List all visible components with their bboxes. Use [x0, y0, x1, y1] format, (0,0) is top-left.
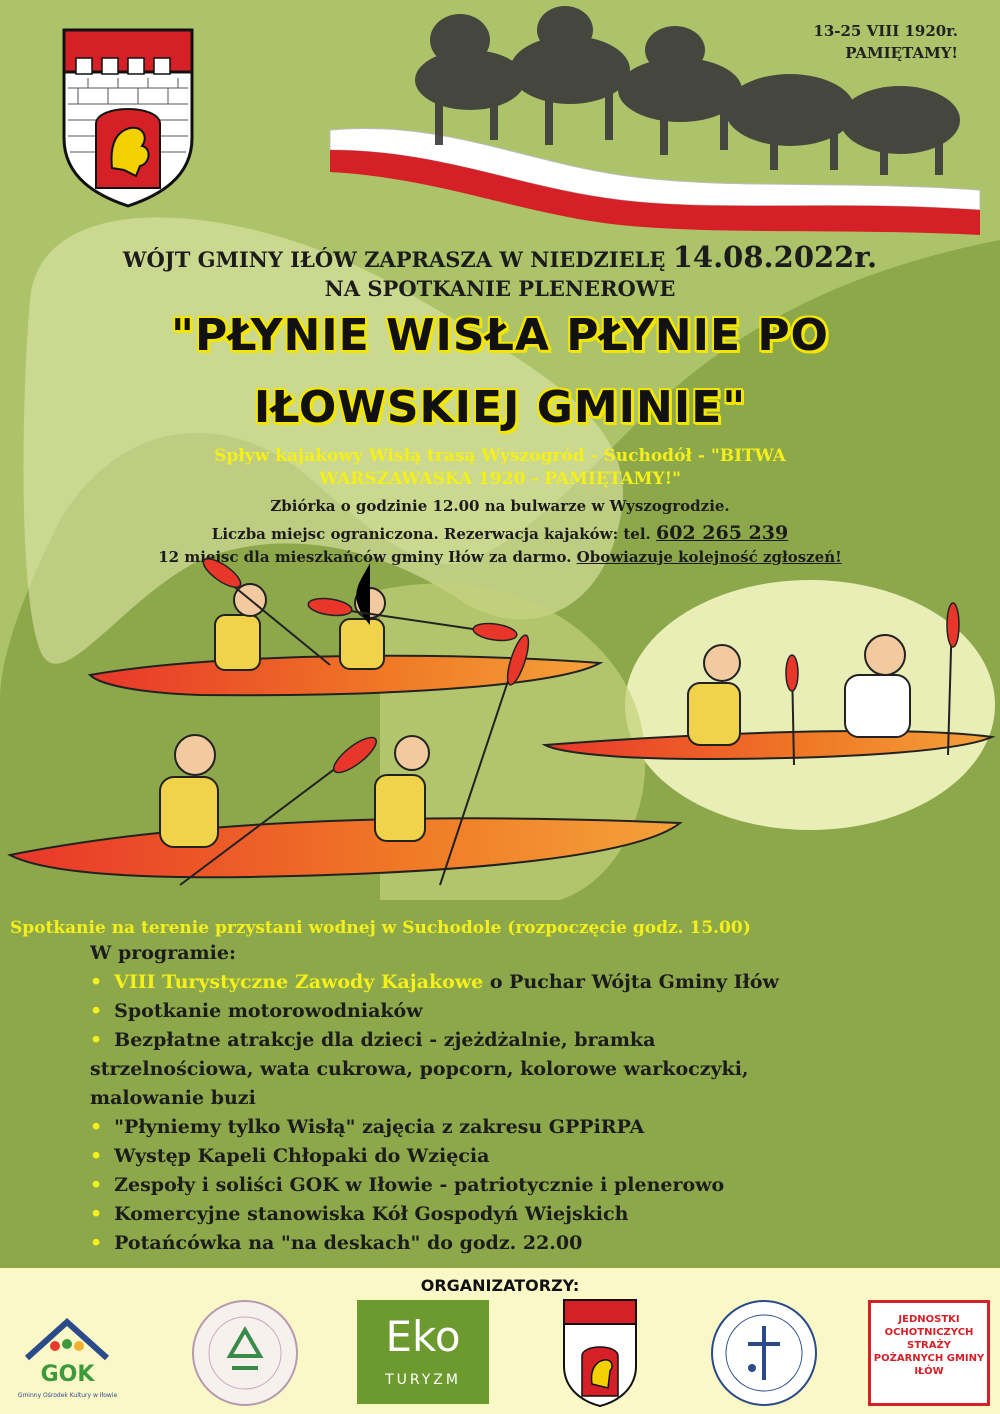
program-heading: W programie:: [90, 942, 236, 964]
historic-date: [813, 20, 958, 64]
gok-logo: [15, 1308, 120, 1408]
bullet-icon: •: [90, 1000, 103, 1022]
historic-date-motto: PAMIĘTAMY!: [845, 44, 958, 62]
organizers-footer: [0, 1268, 1000, 1414]
gok-house-icon: [15, 1308, 120, 1368]
kayakers-illustration: [0, 555, 1000, 915]
bullet-icon: •: [90, 1232, 103, 1254]
program-item: • Bezpłatne atrakcje dla dzieci - zjeżdżalnie, bramka: [90, 1029, 656, 1051]
eko-turyzm-logo: [357, 1300, 489, 1404]
bullet-icon: •: [90, 1116, 103, 1138]
eko-name: Eko: [385, 1312, 461, 1361]
invitation-subline: NA SPOTKANIE PLENEROWE: [324, 276, 676, 301]
meeting-info: Spotkanie na terenie przystani wodnej w Suchodole (rozpoczęcie godz. 15.00): [10, 918, 751, 938]
event-date: 14.08.2022r.: [672, 240, 878, 274]
program-item: • Zespoły i soliści GOK w Iłowie - patriotycznie i plenerowo: [90, 1174, 725, 1196]
program-item: • Komercyjne stanowiska Kół Gospodyń Wiejskich: [90, 1203, 629, 1225]
bullet-icon: •: [90, 1203, 103, 1225]
historic-date-range: 13-25 VIII 1920r.: [813, 22, 958, 40]
program-item: • Potańcówka na "na deskach" do godz. 22.00: [90, 1232, 583, 1254]
tourist-organization-logo-icon: [708, 1298, 820, 1408]
reservation-info: [0, 522, 1000, 544]
eko-sub-name: TURYZM: [385, 1372, 461, 1388]
recycling-logo-icon: [190, 1298, 300, 1408]
gathering-info: Zbiórka o godzinie 12.00 na bulwarze w Wyszogrodzie.: [270, 497, 730, 515]
fire-brigade-name: JEDNOSTKI OCHOTNICZYCH STRAŻY POŻARNYCH GMINY IŁÓW: [873, 1314, 985, 1377]
reservation-text: Liczba miejsc ograniczona. Rezerwacja kajaków: tel.: [211, 525, 651, 543]
bullet-icon: •: [90, 1145, 103, 1167]
reservation-phone[interactable]: 602 265 239: [655, 522, 789, 544]
program-list: [90, 968, 970, 1258]
program-item: • VIII Turystyczne Zawody Kajakowe o Puchar Wójta Gminy Iłów: [90, 971, 779, 993]
gok-name: GOK: [40, 1362, 95, 1387]
subtitle-line-1: Spływ kajakowy Wisłą trasą Wyszogród - Suchodół - "BITWA: [214, 446, 786, 466]
gok-full-name: Gminny Ośrodek Kultury w Iłowie: [17, 1392, 118, 1399]
organizers-heading: ORGANIZATORZY:: [420, 1276, 580, 1295]
program-item-continuation: malowanie buzi: [90, 1087, 256, 1109]
subtitle-line-2: WARSZAWASKA 1920 - PAMIĘTAMY!": [319, 469, 681, 489]
invitation-line: [0, 240, 1000, 274]
invitation-text: WÓJT GMINY IŁÓW ZAPRASZA W NIEDZIELĘ: [122, 247, 666, 272]
bullet-icon: •: [90, 1029, 103, 1051]
order-notice: Obowiazuje kolejność zgłoszeń!: [576, 548, 842, 566]
fire-brigade-logo: [868, 1300, 990, 1406]
event-subtitle: [100, 445, 900, 491]
program-item: • Spotkanie motorowodniaków: [90, 1000, 423, 1022]
program-item: • "Płyniemy tylko Wisłą" zajęcia z zakresu GPPiRPA: [90, 1116, 645, 1138]
coat-of-arms-icon: [58, 28, 198, 208]
event-title-line-1: "PŁYNIE WISŁA PŁYNIE PO: [171, 310, 829, 361]
program-item: • Występ Kapeli Chłopaki do Wzięcia: [90, 1145, 490, 1167]
event-title-line-2: IŁOWSKIEJ GMINIE": [253, 382, 747, 433]
free-seats-text: 12 miejsc dla mieszkańców gminy Iłów za darmo.: [158, 548, 572, 566]
gmina-crest-icon: [560, 1298, 640, 1408]
bullet-icon: •: [90, 971, 103, 993]
bullet-icon: •: [90, 1174, 103, 1196]
program-item-continuation: strzelnościowa, wata cukrowa, popcorn, kolorowe warkoczyki,: [90, 1058, 749, 1080]
